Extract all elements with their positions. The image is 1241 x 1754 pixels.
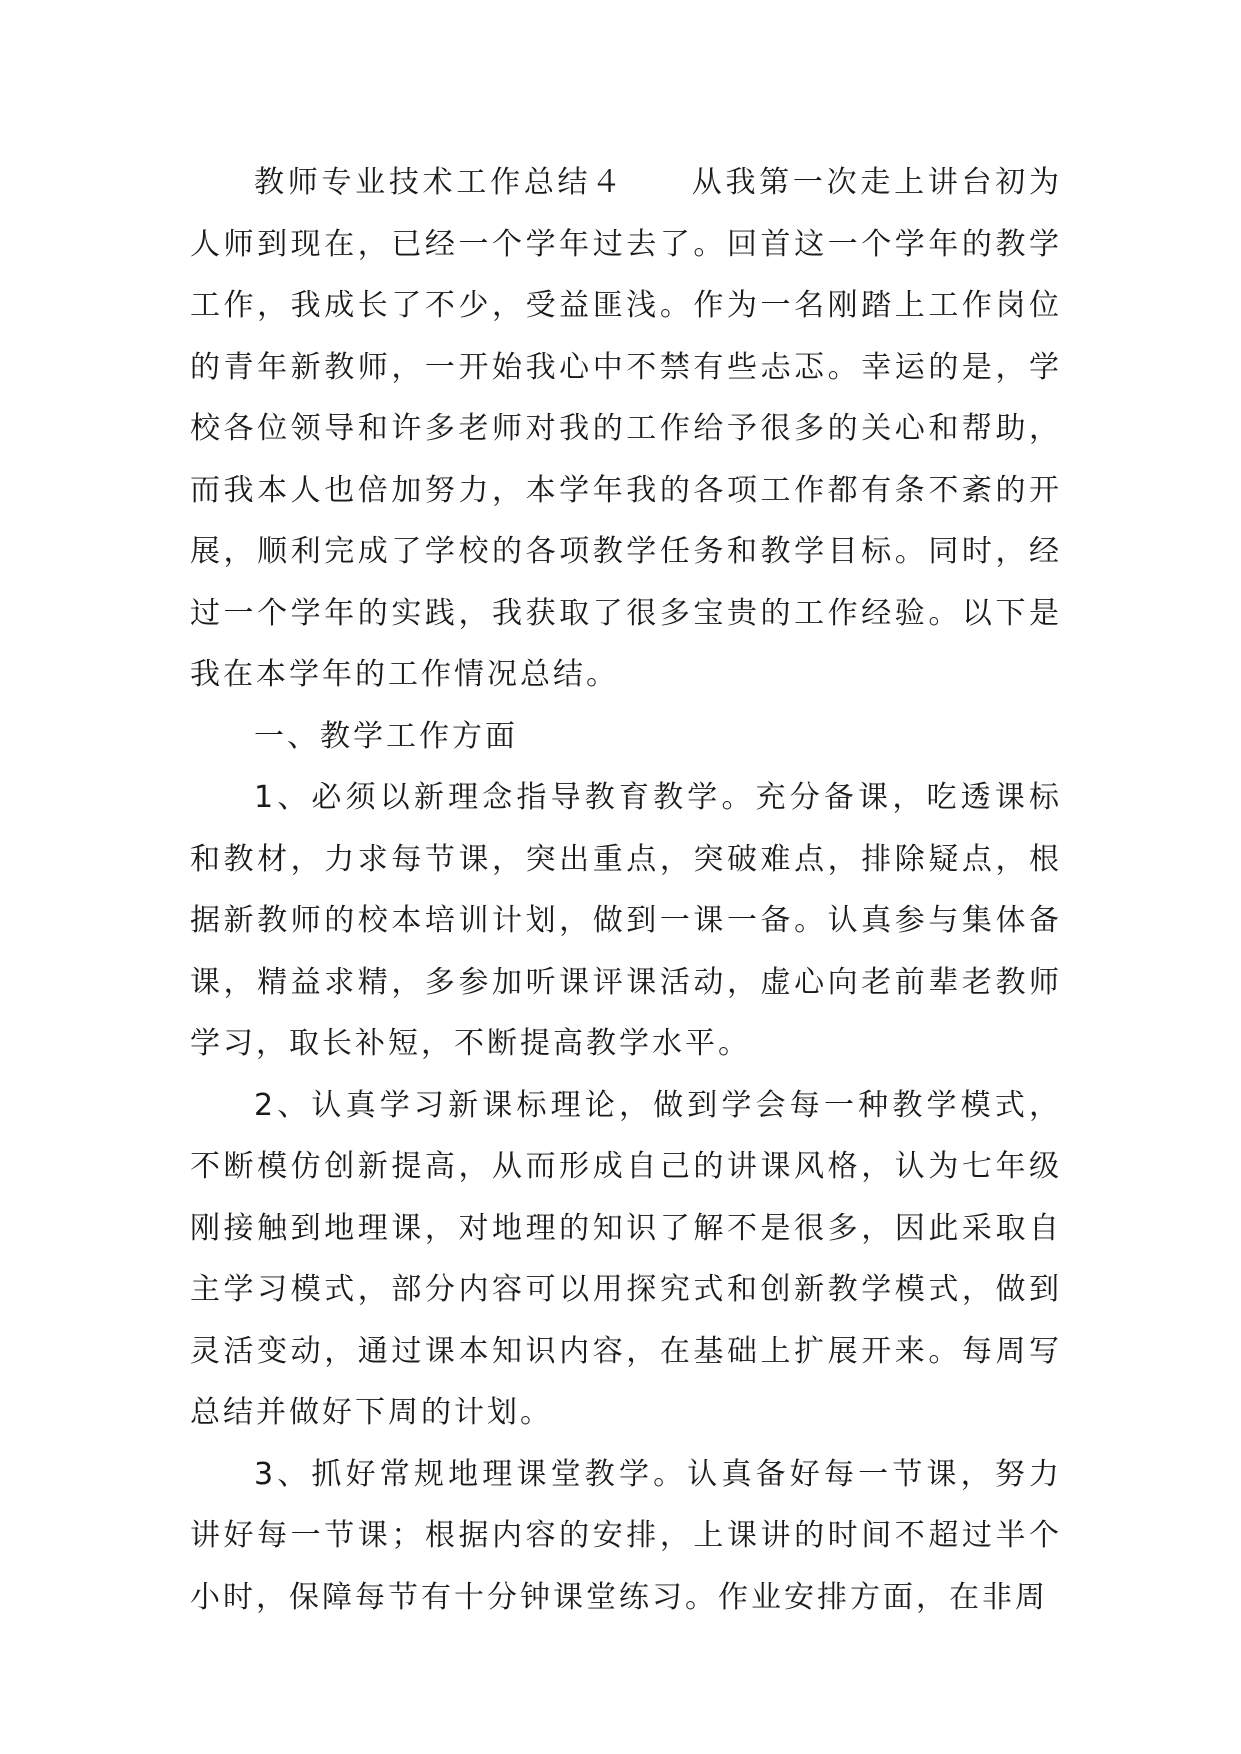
document-title: 教师专业技术工作总结４ (254, 165, 625, 200)
paragraph-item-3: 3、抓好常规地理课堂教学。认真备好每一节课，努力讲好每一节课；根据内容的安排，上课讲的时间不超过半个小时，保障每节有十分钟课堂练习。作业安排方面，在非周 (190, 1456, 1062, 1615)
paragraph-item-1: 1、必须以新理念指导教育教学。充分备课，吃透课标和教材，力求每节课，突出重点，突破难点，排除疑点，根据新教师的校本培训计划，做到一课一备。认真参与集体备课，精益求精，多参加听课评课活动，虚心向老前辈老教师学习，取长补短，不断提高教学水平。 (190, 780, 1062, 1061)
paragraph-item-2: 2、认真学习新课标理论，做到学会每一种教学模式，不断模仿创新提高，从而形成自己的讲课风格，认为七年级刚接触到地理课，对地理的知识了解不是很多，因此采取自主学习模式，部分内容可以用探究式和创新教学模式，做到灵活变动，通过课本知识内容，在基础上扩展开来。每周写总结并做好下周的计划。 (190, 1087, 1062, 1430)
document-body (190, 152, 1062, 1628)
section-heading-teaching: 一、教学工作方面 (254, 718, 518, 754)
paragraph-intro (190, 152, 1062, 706)
paragraph-intro-text: 从我第一次走上讲台初为人师到现在，已经一个学年过去了。回首这一个学年的教学工作，我成长了不少，受益匪浅。作为一名刚踏上工作岗位的青年新教师，一开始我心中不禁有些忐忑。幸运的是，学校各位领导和许多老师对我的工作给予很多的关心和帮助，而我本人也倍加努力，本学年我的各项工作都有条不紊的开展，顺利完成了学校的各项教学任务和教学目标。同时，经过一个学年的实践，我获取了很多宝贵的工作经验。以下是我在本学年的工作情况总结。 (190, 165, 1062, 692)
